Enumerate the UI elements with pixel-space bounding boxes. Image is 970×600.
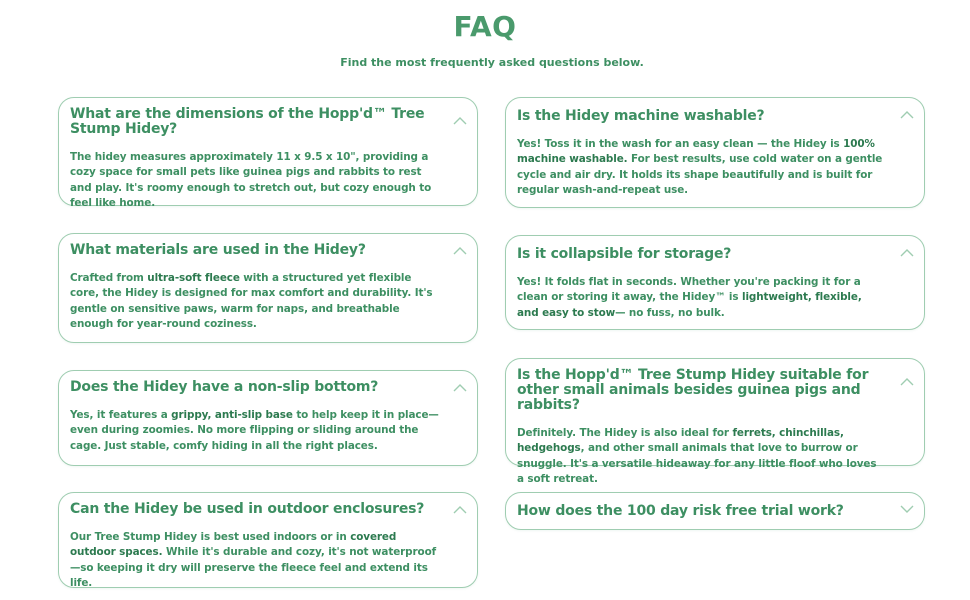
chevron-up-icon[interactable] — [900, 248, 914, 258]
faq-question[interactable]: Can the Hidey be used in outdoor enclosures? — [70, 501, 425, 517]
faq-item-outdoor[interactable] — [58, 492, 478, 588]
faq-item-materials[interactable] — [58, 233, 478, 343]
faq-answer — [70, 150, 439, 211]
answer-text: Yes! It folds flat in seconds. Whether you're packing it for a clean or storing it away, the Hidey™ is — [517, 276, 861, 304]
answer-text: Yes! Toss it in the wash for an easy clean — the Hidey is — [517, 138, 844, 150]
chevron-up-icon[interactable] — [453, 383, 467, 393]
faq-answer — [70, 530, 439, 591]
faq-question[interactable]: Is the Hidey machine washable? — [517, 108, 765, 124]
faq-question[interactable]: What materials are used in the Hidey? — [70, 242, 366, 258]
answer-text: For best results, use cold water on a gentle cycle and air dry. It holds its shape beautifully and is built for regular wash-and-repeat use. — [517, 153, 883, 196]
answer-text: Yes, it features a — [70, 409, 172, 421]
chevron-down-icon[interactable] — [900, 505, 914, 515]
faq-question[interactable]: Does the Hidey have a non-slip bottom? — [70, 379, 379, 395]
chevron-up-icon[interactable] — [453, 246, 467, 256]
chevron-up-icon[interactable] — [453, 116, 467, 126]
faq-answer — [517, 275, 886, 321]
answer-text: Crafted from — [70, 272, 148, 284]
faq-item-collapsible[interactable] — [505, 235, 925, 330]
answer-text: — no fuss, no bulk. — [615, 306, 725, 319]
answer-text: While it's durable and cozy, it's not waterproof—so keeping it dry will preserve the fleece feel and extend its life. — [70, 546, 437, 589]
answer-emphasis: lightweight, flexible, and easy to stow — [517, 291, 862, 319]
faq-answer — [70, 408, 439, 454]
chevron-up-icon[interactable] — [900, 377, 914, 387]
answer-text: , and other small animals that love to burrow or snuggle. It's a versatile hideaway for any little floof who loves a soft retreat. — [517, 442, 877, 485]
faq-question[interactable]: How does the 100 day risk free trial work? — [517, 503, 844, 519]
answer-text: Our Tree Stump Hidey is best used indoors or in — [70, 531, 351, 543]
faq-item-washable[interactable] — [505, 97, 925, 208]
faq-answer — [517, 426, 886, 487]
answer-text: The hidey measures approximately 11 x 9.5 x 10", providing a cozy space for small pets like guinea pigs and rabbits to rest and play. It's roomy enough to stretch out, but cozy enough to feel like home. — [70, 151, 432, 209]
answer-emphasis: ultra-soft fleece — [147, 272, 240, 284]
faq-question[interactable]: Is the Hopp'd™ Tree Stump Hidey suitable for other small animals besides guinea pigs and rabbits? — [517, 367, 869, 413]
faq-item-other-animals[interactable] — [505, 358, 925, 485]
faq-item-dimensions[interactable] — [58, 97, 478, 209]
answer-emphasis: grippy, anti-slip base — [171, 409, 293, 421]
answer-emphasis: 100% machine washable. — [517, 138, 875, 166]
answer-emphasis: covered outdoor spaces. — [70, 531, 397, 559]
faq-question[interactable]: What are the dimensions of the Hopp'd™ Tree Stump Hidey? — [70, 106, 425, 137]
faq-item-trial[interactable] — [505, 492, 925, 530]
answer-text: Definitely. The Hidey is also ideal for — [517, 427, 733, 439]
faq-question[interactable]: Is it collapsible for storage? — [517, 246, 732, 262]
answer-text: to help keep it in place—even during zoomies. No more flipping or sliding around the cage. Just stable, comfy hiding in all the right places. — [70, 409, 439, 452]
faq-title: FAQ — [453, 10, 517, 43]
faq-answer — [70, 271, 439, 332]
faq-subtitle: Find the most frequently asked questions below. — [340, 56, 644, 69]
faq-answer — [517, 137, 886, 198]
answer-text: with a structured yet flexible core, the Hidey is designed for max comfort and durability. It's gentle on sensitive paws, warm for naps, and breathable enough for year-round coziness. — [70, 272, 433, 330]
faq-item-non-slip[interactable] — [58, 370, 478, 466]
answer-emphasis: ferrets, chinchillas, hedgehogs — [517, 427, 844, 455]
chevron-up-icon[interactable] — [453, 505, 467, 515]
chevron-up-icon[interactable] — [900, 110, 914, 120]
